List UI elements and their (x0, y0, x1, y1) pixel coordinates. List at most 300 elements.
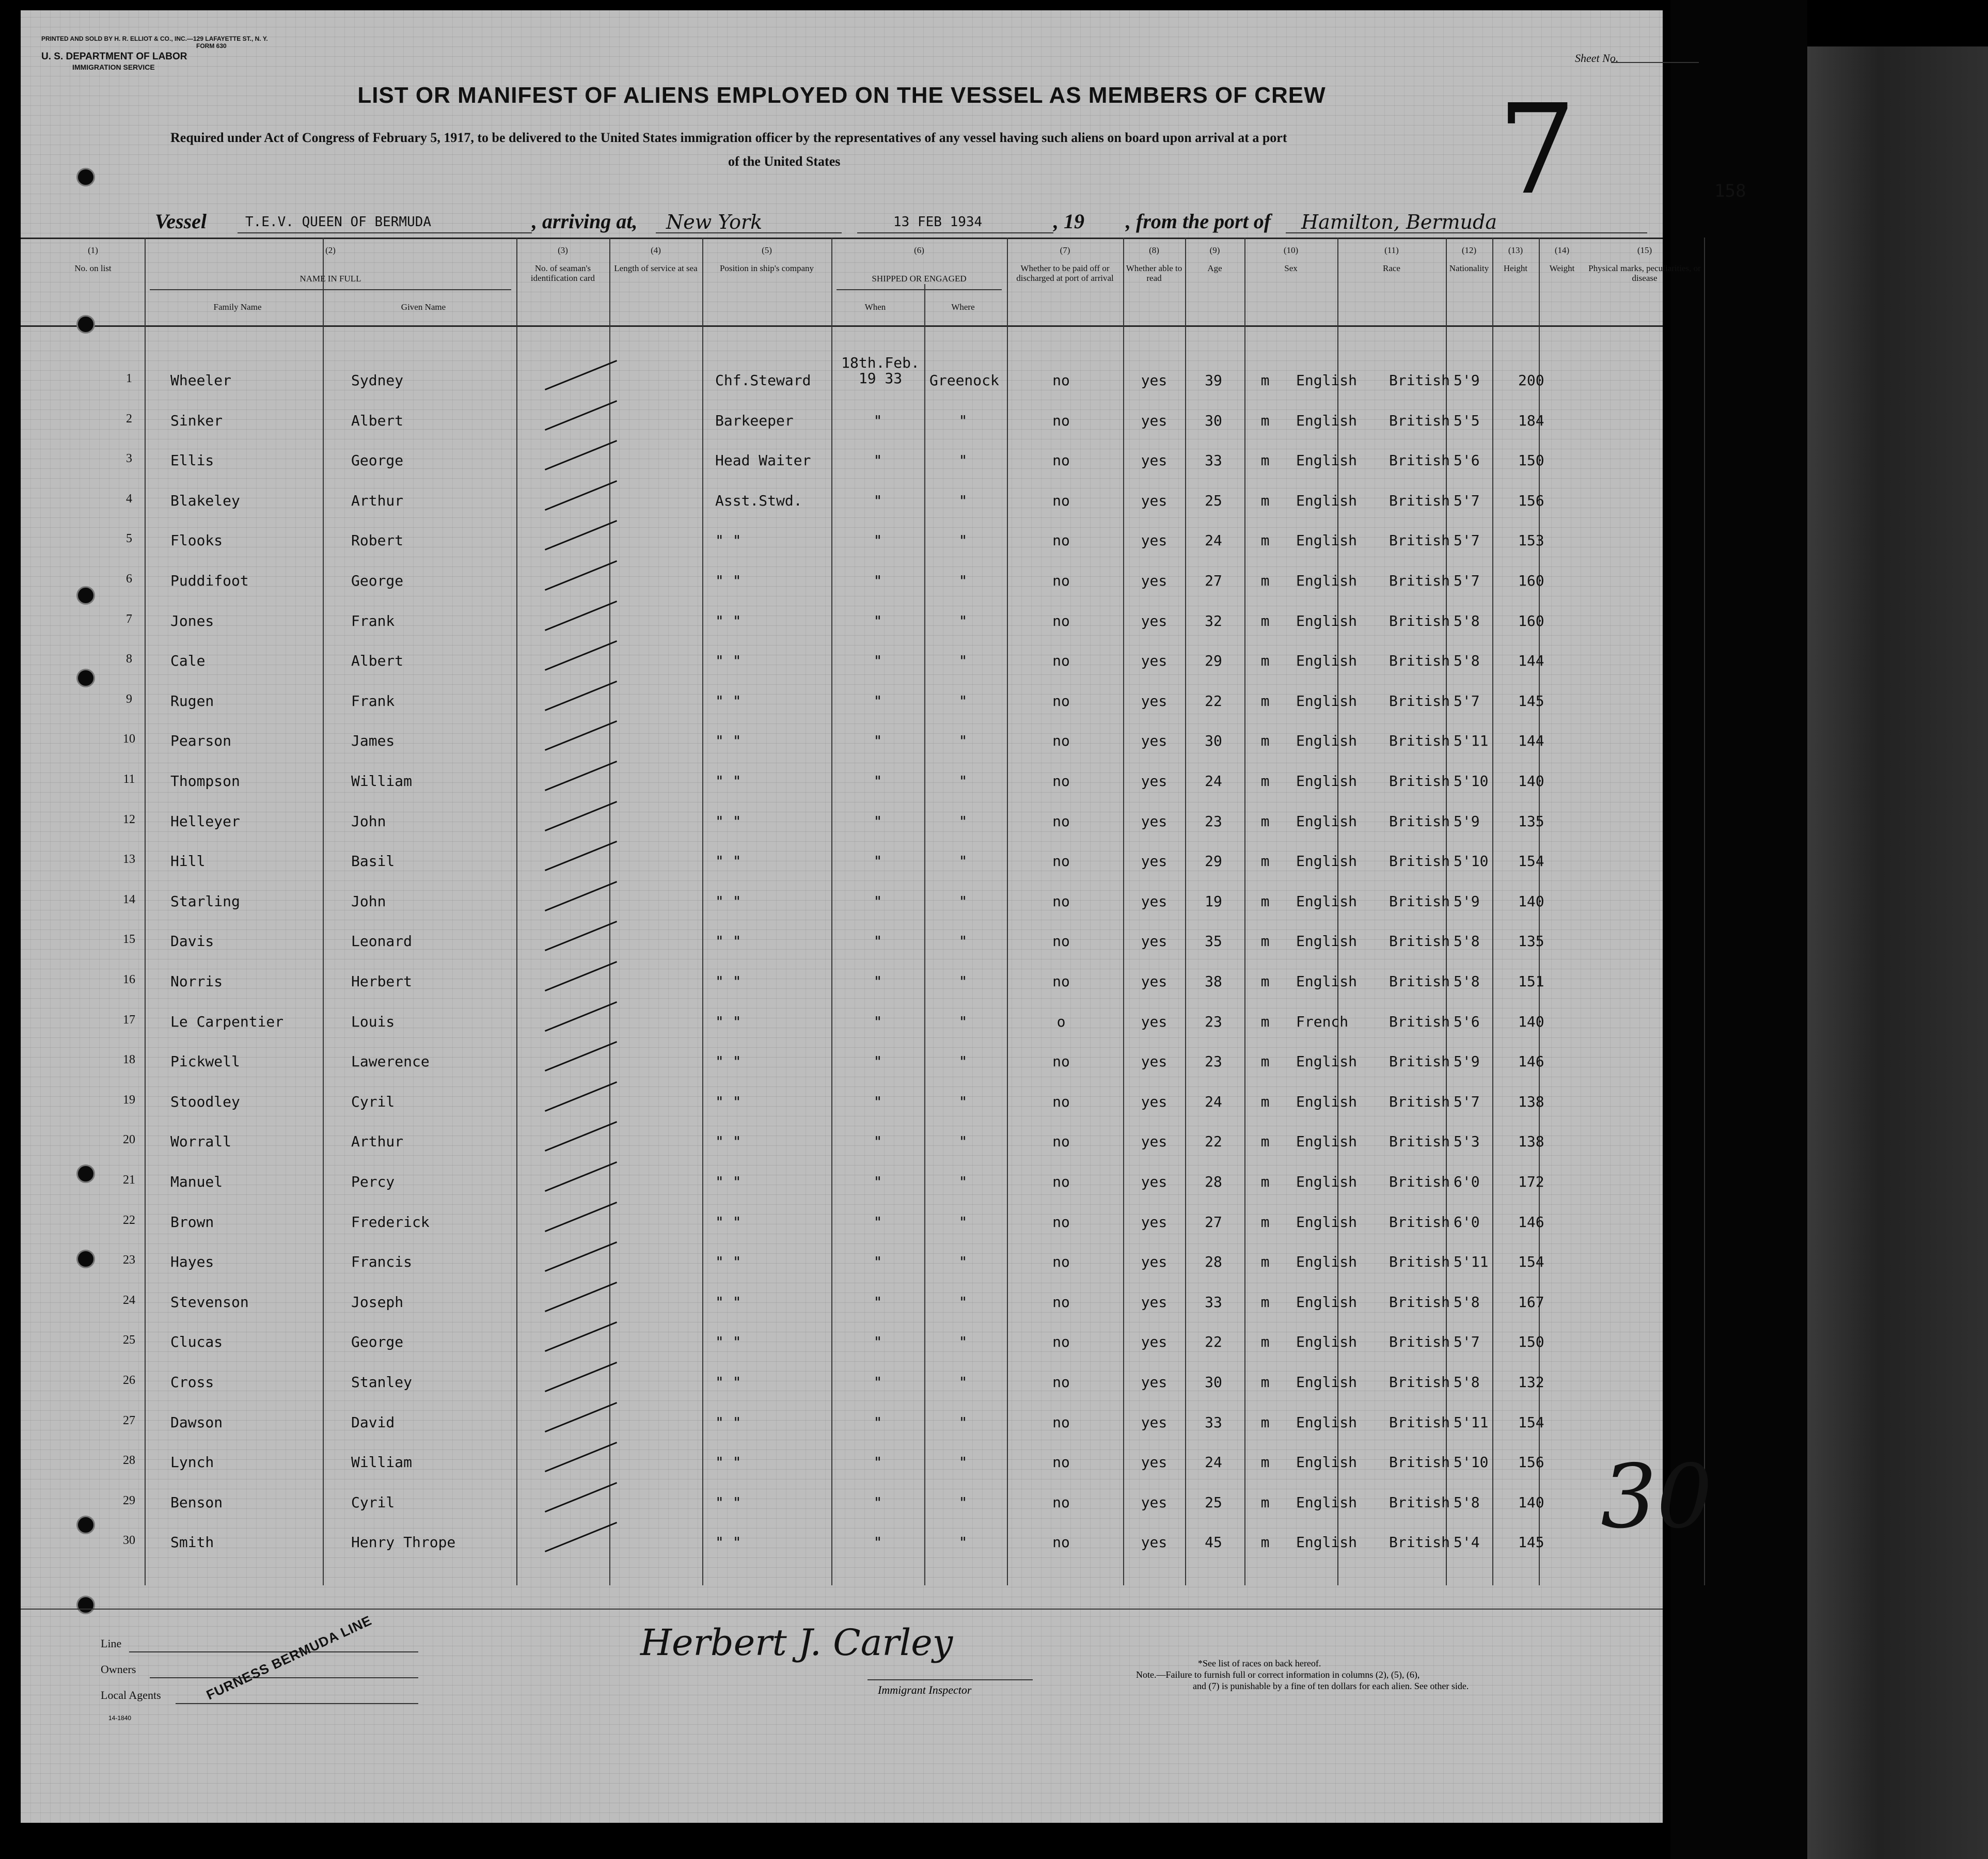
cell-read: yes (1141, 572, 1167, 589)
cell-age: 30 (1205, 412, 1222, 429)
cell-sex: m (1260, 933, 1270, 950)
cell-paid: no (1052, 1333, 1070, 1351)
cell-race: English (1296, 1293, 1358, 1311)
department-name: U. S. DEPARTMENT OF LABOR (41, 51, 187, 62)
punch-hole (76, 1250, 95, 1268)
cell-when: " (873, 652, 882, 670)
signature-line (867, 1679, 1033, 1680)
punch-hole (76, 168, 95, 186)
service-name: IMMIGRATION SERVICE (72, 63, 155, 71)
cell-family: Lynch (170, 1454, 214, 1471)
cell-sex: m (1260, 1374, 1270, 1391)
cell-paid: no (1052, 853, 1070, 870)
cell-position: " " (715, 853, 741, 870)
cell-no: 28 (123, 1454, 135, 1468)
cell-weight: 146 (1518, 1213, 1544, 1231)
cell-paid: no (1052, 412, 1070, 429)
arriving-underline (656, 232, 842, 233)
cell-paid: no (1052, 652, 1070, 670)
table-top-rule (21, 238, 1663, 239)
cell-weight: 140 (1518, 1013, 1544, 1030)
cell-family: Dawson (170, 1413, 223, 1431)
cell-nationality: British (1389, 1173, 1450, 1190)
cell-position: " " (715, 612, 741, 629)
table-row (21, 1214, 1663, 1254)
cell-position: Chf.Steward (715, 372, 811, 389)
table-row (21, 492, 1663, 532)
cell-when: " (873, 853, 882, 870)
cell-where: " (958, 1093, 968, 1110)
table-row (21, 1374, 1663, 1414)
cell-when: " (873, 572, 882, 589)
cell-where: " (958, 1333, 968, 1351)
cell-given: John (351, 892, 386, 910)
cell-read: yes (1141, 492, 1167, 509)
column-header-number: (8) (1149, 245, 1159, 255)
cell-when: " (873, 412, 882, 429)
cell-height: 5'7 (1454, 1333, 1480, 1351)
table-row (21, 1173, 1663, 1214)
cell-when: " (873, 1253, 882, 1271)
cell-when: " (873, 692, 882, 710)
cell-no: 14 (123, 892, 135, 906)
cell-read: yes (1141, 652, 1167, 670)
cell-position: " " (715, 1493, 741, 1511)
cell-age: 25 (1205, 1493, 1222, 1511)
cell-height: 6'0 (1454, 1213, 1480, 1231)
cell-nationality: British (1389, 1053, 1450, 1070)
column-header-number: (3) (558, 245, 568, 255)
form-number: FORM 630 (196, 42, 227, 50)
cell-weight: 138 (1518, 1133, 1544, 1151)
cell-family: Flooks (170, 532, 223, 549)
table-row (21, 1093, 1663, 1133)
cell-no: 9 (126, 692, 132, 706)
cell-when: " (873, 452, 882, 469)
cell-family: Stoodley (170, 1093, 240, 1110)
cell-family: Starling (170, 892, 240, 910)
table-row (21, 572, 1663, 612)
cell-position: " " (715, 1013, 741, 1030)
cell-age: 24 (1205, 773, 1222, 790)
cell-paid: no (1052, 1534, 1070, 1551)
cell-family: Thompson (170, 773, 240, 790)
cell-paid: no (1052, 692, 1070, 710)
sheet-no-label: Sheet No. (1575, 52, 1619, 65)
cell-race: English (1296, 412, 1358, 429)
form-code: 14-1840 (108, 1714, 132, 1722)
cell-height: 5'9 (1454, 1053, 1480, 1070)
table-row (21, 1133, 1663, 1173)
cell-given: George (351, 452, 404, 469)
cell-nationality: British (1389, 812, 1450, 830)
cell-height: 5'9 (1454, 812, 1480, 830)
cell-sex: m (1260, 1053, 1270, 1070)
cell-read: yes (1141, 1013, 1167, 1030)
cell-no: 22 (123, 1213, 135, 1227)
cell-no: 17 (123, 1013, 135, 1027)
cell-given: Sydney (351, 372, 404, 389)
adjacent-page-edge (1807, 46, 1988, 1859)
cell-given: David (351, 1413, 395, 1431)
cell-family: Cale (170, 652, 206, 670)
sheet-mark: 7 (1497, 77, 1576, 222)
cell-paid: no (1052, 1213, 1070, 1231)
cell-race: English (1296, 853, 1358, 870)
cell-nationality: British (1389, 412, 1450, 429)
table-row (21, 1534, 1663, 1574)
cell-position: " " (715, 812, 741, 830)
cell-height: 5'8 (1454, 1293, 1480, 1311)
cell-height: 5'5 (1454, 412, 1480, 429)
cell-read: yes (1141, 1534, 1167, 1551)
column-header-label: Height (1503, 263, 1528, 273)
footer-rule (21, 1609, 1663, 1610)
cell-sex: m (1260, 572, 1270, 589)
cell-height: 5'10 (1454, 1454, 1489, 1471)
cell-race: English (1296, 1454, 1358, 1471)
cell-sex: m (1260, 732, 1270, 750)
cell-age: 24 (1205, 1093, 1222, 1110)
cell-read: yes (1141, 973, 1167, 990)
cell-no: 18 (123, 1053, 135, 1067)
total-count-mark: 30 (1601, 1446, 1713, 1548)
cell-no: 29 (123, 1493, 135, 1507)
cell-race: English (1296, 572, 1358, 589)
cell-family: Norris (170, 973, 223, 990)
cell-nationality: British (1389, 853, 1450, 870)
column-header-label: Whether to be paid off or discharged at port of arrival (1016, 263, 1114, 283)
cell-no: 12 (123, 812, 135, 826)
cell-given: Leonard (351, 933, 413, 950)
cell-paid: no (1052, 973, 1070, 990)
cell-position: " " (715, 692, 741, 710)
cell-race: English (1296, 1173, 1358, 1190)
from-port: Hamilton, Bermuda (1301, 211, 1497, 233)
cell-position: Head Waiter (715, 452, 811, 469)
table-row (21, 1053, 1663, 1093)
cell-nationality: British (1389, 933, 1450, 950)
cell-when: " (873, 1213, 882, 1231)
cell-where: " (958, 892, 968, 910)
cell-age: 23 (1205, 812, 1222, 830)
cell-weight: 140 (1518, 1493, 1544, 1511)
cell-nationality: British (1389, 1013, 1450, 1030)
department-block (41, 52, 187, 72)
cell-paid: no (1052, 892, 1070, 910)
cell-read: yes (1141, 773, 1167, 790)
cell-given: George (351, 572, 404, 589)
cell-paid: no (1052, 612, 1070, 629)
table-row (21, 813, 1663, 853)
cell-sex: m (1260, 973, 1270, 990)
cell-paid: no (1052, 492, 1070, 509)
cell-no: 4 (126, 492, 132, 506)
table-row (21, 1494, 1663, 1534)
cell-race: English (1296, 1053, 1358, 1070)
table-row (21, 973, 1663, 1013)
cell-where: " (958, 1374, 968, 1391)
from-port-underline (1286, 232, 1647, 233)
cell-weight: 138 (1518, 1093, 1544, 1110)
cell-when: " (873, 1493, 882, 1511)
cell-where: " (958, 532, 968, 549)
cell-nationality: British (1389, 773, 1450, 790)
cell-no: 23 (123, 1253, 135, 1267)
cell-nationality: British (1389, 492, 1450, 509)
cell-nationality: British (1389, 1493, 1450, 1511)
local-agents-field (176, 1703, 418, 1704)
cell-sex: m (1260, 1013, 1270, 1030)
cell-no: 27 (123, 1413, 135, 1427)
cell-paid: no (1052, 732, 1070, 750)
cell-height: 5'8 (1454, 612, 1480, 629)
cell-family: Puddifoot (170, 572, 249, 589)
cell-nationality: British (1389, 1333, 1450, 1351)
cell-weight: 154 (1518, 853, 1544, 870)
cell-position: " " (715, 1454, 741, 1471)
column-header-number: (9) (1209, 245, 1220, 255)
cell-nationality: British (1389, 1253, 1450, 1271)
cell-race: English (1296, 773, 1358, 790)
cell-given: Frederick (351, 1213, 430, 1231)
cell-age: 30 (1205, 732, 1222, 750)
cell-race: English (1296, 452, 1358, 469)
column-header-number: (5) (762, 245, 772, 255)
cell-no: 19 (123, 1093, 135, 1107)
cell-position: " " (715, 1053, 741, 1070)
cell-weight: 160 (1518, 572, 1544, 589)
page-title: LIST OR MANIFEST OF ALIENS EMPLOYED ON THE VESSEL AS MEMBERS OF CREW (357, 83, 1326, 108)
cell-sex: m (1260, 1454, 1270, 1471)
cell-paid: no (1052, 1133, 1070, 1151)
table-row (21, 1253, 1663, 1294)
cell-sex: m (1260, 1173, 1270, 1190)
cell-no: 2 (126, 412, 132, 426)
cell-family: Clucas (170, 1333, 223, 1351)
cell-given: William (351, 1454, 413, 1471)
column-header-label: Race (1383, 263, 1400, 273)
cell-position: " " (715, 933, 741, 950)
cell-sex: m (1260, 412, 1270, 429)
column-header-number: (10) (1283, 245, 1299, 255)
cell-where: " (958, 933, 968, 950)
cell-read: yes (1141, 1374, 1167, 1391)
cell-position: Barkeeper (715, 412, 794, 429)
column-subheader: When (864, 302, 886, 312)
cell-family: Hill (170, 853, 206, 870)
cell-height: 5'11 (1454, 732, 1489, 750)
cell-weight: 153 (1518, 532, 1544, 549)
cell-nationality: British (1389, 652, 1450, 670)
punch-hole (76, 669, 95, 687)
owners-field (150, 1677, 418, 1678)
cell-family: Davis (170, 933, 214, 950)
cell-paid: no (1052, 1053, 1070, 1070)
table-row (21, 933, 1663, 973)
table-row (21, 692, 1663, 733)
cell-race: English (1296, 933, 1358, 950)
cell-position: " " (715, 973, 741, 990)
arrival-date: 13 FEB 1934 (893, 214, 983, 230)
cell-read: yes (1141, 1173, 1167, 1190)
cell-age: 35 (1205, 933, 1222, 950)
punch-hole (76, 1596, 95, 1614)
column-subheader: Family Name (213, 302, 262, 312)
cell-paid: no (1052, 1454, 1070, 1471)
cell-sex: m (1260, 492, 1270, 509)
cell-sex: m (1260, 372, 1270, 389)
cell-sex: m (1260, 1133, 1270, 1151)
cell-where: " (958, 1454, 968, 1471)
cell-age: 24 (1205, 1454, 1222, 1471)
cell-age: 22 (1205, 692, 1222, 710)
cell-given: Basil (351, 853, 395, 870)
cell-position: " " (715, 732, 741, 750)
manifest-sheet (21, 10, 1713, 1823)
cell-weight: 156 (1518, 1454, 1544, 1471)
cell-nationality: British (1389, 1133, 1450, 1151)
note-reference: *See list of races on back hereof. (1198, 1658, 1321, 1668)
column-header-label: Age (1207, 263, 1222, 273)
vessel-underline (238, 232, 532, 233)
cell-position: " " (715, 1133, 741, 1151)
cell-given: Percy (351, 1173, 395, 1190)
cell-paid: no (1052, 1493, 1070, 1511)
cell-age: 27 (1205, 1213, 1222, 1231)
cell-position: " " (715, 1093, 741, 1110)
cell-weight: 144 (1518, 732, 1544, 750)
cell-position: Asst.Stwd. (715, 492, 802, 509)
cell-sex: m (1260, 1333, 1270, 1351)
cell-when: " (873, 1333, 882, 1351)
cell-given: Henry Thrope (351, 1534, 456, 1551)
cell-race: English (1296, 612, 1358, 629)
cell-nationality: British (1389, 1374, 1450, 1391)
cell-sex: m (1260, 892, 1270, 910)
cell-given: Frank (351, 612, 395, 629)
cell-age: 39 (1205, 372, 1222, 389)
column-header-number: (2) (325, 245, 336, 255)
cell-race: English (1296, 1253, 1358, 1271)
cell-family: Stevenson (170, 1293, 249, 1311)
cell-position: " " (715, 892, 741, 910)
footer-note (1136, 1658, 1469, 1692)
cell-height: 5'11 (1454, 1413, 1489, 1431)
cell-weight: 135 (1518, 812, 1544, 830)
cell-given: John (351, 812, 386, 830)
cell-read: yes (1141, 692, 1167, 710)
cell-given: George (351, 1333, 404, 1351)
cell-height: 5'8 (1454, 933, 1480, 950)
cell-family: Sinker (170, 412, 223, 429)
cell-family: Le Carpentier (170, 1013, 284, 1030)
table-row (21, 1013, 1663, 1053)
cell-weight: 145 (1518, 1534, 1544, 1551)
cell-position: " " (715, 1374, 741, 1391)
table-row (21, 732, 1663, 773)
cell-age: 28 (1205, 1253, 1222, 1271)
cell-age: 45 (1205, 1534, 1222, 1551)
cell-race: English (1296, 732, 1358, 750)
cell-height: 5'8 (1454, 973, 1480, 990)
cell-when: " (873, 812, 882, 830)
cell-read: yes (1141, 1133, 1167, 1151)
cell-where: " (958, 1493, 968, 1511)
cell-nationality: British (1389, 1213, 1450, 1231)
cell-family: Helleyer (170, 812, 240, 830)
year-label: , 19 (1053, 210, 1084, 233)
cell-no: 20 (123, 1133, 135, 1147)
cell-family: Worrall (170, 1133, 232, 1151)
cell-given: Stanley (351, 1374, 413, 1391)
cell-height: 5'6 (1454, 452, 1480, 469)
cell-sex: m (1260, 532, 1270, 549)
cell-position: " " (715, 1534, 741, 1551)
cell-nationality: British (1389, 892, 1450, 910)
cell-weight: 145 (1518, 692, 1544, 710)
column-header-number: (7) (1060, 245, 1070, 255)
cell-no: 6 (126, 572, 132, 586)
cell-where: " (958, 732, 968, 750)
cell-sex: m (1260, 773, 1270, 790)
cell-family: Manuel (170, 1173, 223, 1190)
cell-read: yes (1141, 933, 1167, 950)
cell-where: " (958, 652, 968, 670)
cell-read: yes (1141, 1293, 1167, 1311)
cell-when: " (873, 1093, 882, 1110)
cell-family: Rugen (170, 692, 214, 710)
cell-read: yes (1141, 452, 1167, 469)
cell-sex: m (1260, 452, 1270, 469)
table-header-rule (21, 325, 1663, 327)
cell-family: Brown (170, 1213, 214, 1231)
cell-nationality: British (1389, 1293, 1450, 1311)
cell-read: yes (1141, 853, 1167, 870)
cell-when: " (873, 1053, 882, 1070)
column-header-number: (6) (914, 245, 924, 255)
inspector-signature: Herbert J. Carley (640, 1621, 953, 1664)
cell-age: 19 (1205, 892, 1222, 910)
cell-when: " (873, 933, 882, 950)
cell-weight: 140 (1518, 892, 1544, 910)
cell-family: Cross (170, 1374, 214, 1391)
cell-sex: m (1260, 1293, 1270, 1311)
cell-sex: m (1260, 853, 1270, 870)
cell-read: yes (1141, 1053, 1167, 1070)
cell-read: yes (1141, 1093, 1167, 1110)
cell-paid: no (1052, 572, 1070, 589)
cell-read: yes (1141, 1413, 1167, 1431)
cell-paid: no (1052, 1293, 1070, 1311)
cell-race: English (1296, 1374, 1358, 1391)
cell-no: 10 (123, 732, 135, 746)
table-row (21, 452, 1663, 492)
cell-where: " (958, 1293, 968, 1311)
cell-where: " (958, 773, 968, 790)
cell-age: 38 (1205, 973, 1222, 990)
cell-nationality: British (1389, 692, 1450, 710)
cell-no: 15 (123, 933, 135, 947)
cell-age: 33 (1205, 1293, 1222, 1311)
cell-race: English (1296, 652, 1358, 670)
cell-given: Cyril (351, 1093, 395, 1110)
cell-weight: 146 (1518, 1053, 1544, 1070)
column-header-label: Weight (1549, 263, 1575, 273)
cell-when: " (873, 892, 882, 910)
cell-weight: 200 (1518, 372, 1544, 389)
cell-age: 33 (1205, 452, 1222, 469)
